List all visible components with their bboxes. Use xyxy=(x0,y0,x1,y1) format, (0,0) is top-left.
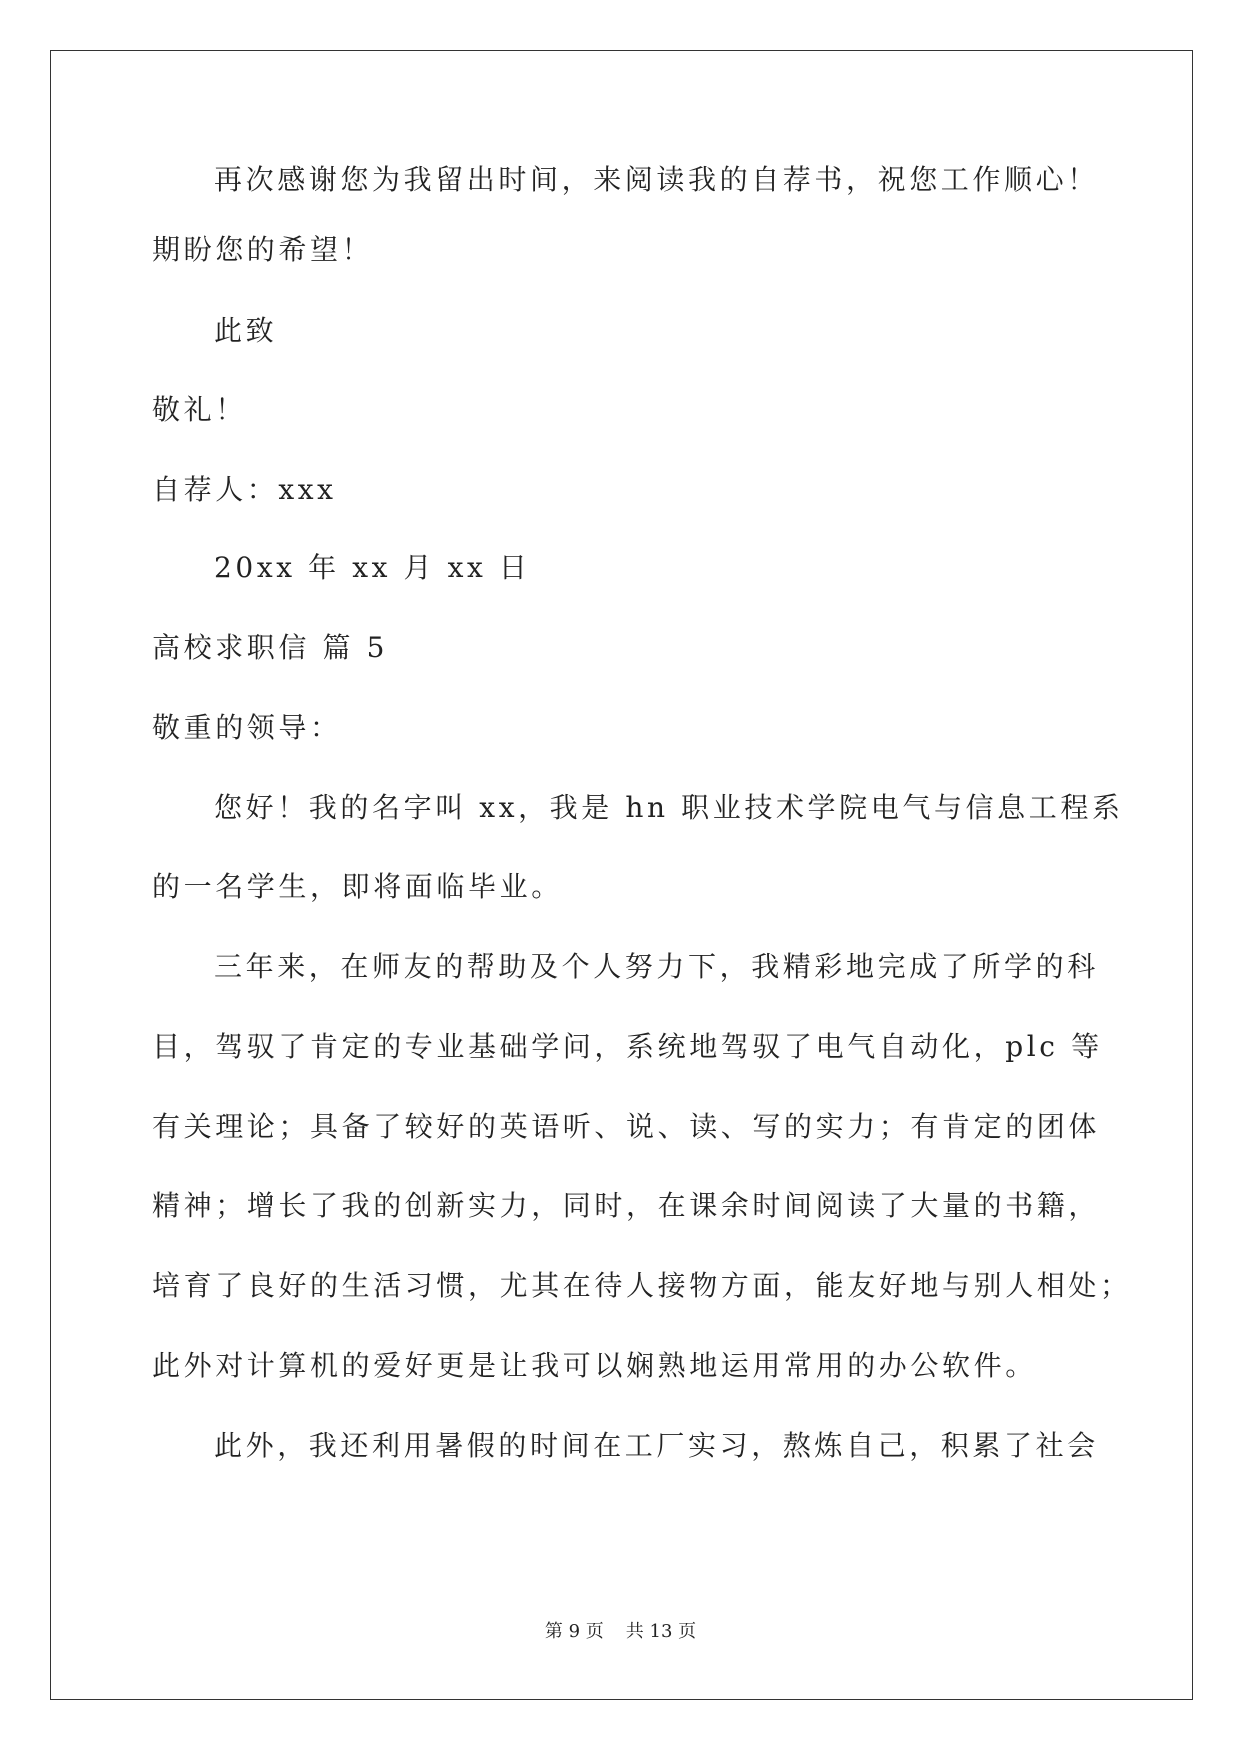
greeting-line: 敬重的领导： xyxy=(152,711,342,744)
paragraph-line: 的一名学生，即将面临毕业。 xyxy=(152,870,563,903)
paragraph-line: 目，驾驭了肯定的专业基础学问，系统地驾驭了电气自动化，plc 等 xyxy=(152,1030,1103,1063)
page-number: 第 9 页 xyxy=(544,1621,604,1642)
paragraph-line: 此外对计算机的爱好更是让我可以娴熟地运用常用的办公软件。 xyxy=(152,1349,1037,1382)
closing-salutation: 此致 xyxy=(214,314,278,347)
section-heading: 高校求职信 篇 5 xyxy=(152,631,389,664)
signature-line: 自荐人：xxx xyxy=(152,473,337,506)
paragraph-line: 培育了良好的生活习惯，尤其在待人接物方面，能友好地与别人相处； xyxy=(152,1269,1132,1302)
page-footer xyxy=(0,1620,1241,1644)
page-total: 共 13 页 xyxy=(625,1621,697,1642)
date-line: 20xx 年 xx 月 xx 日 xyxy=(214,551,531,584)
paragraph-line: 三年来，在师友的帮助及个人努力下，我精彩地完成了所学的科 xyxy=(214,950,1099,983)
paragraph-line: 期盼您的希望！ xyxy=(152,233,374,266)
paragraph-line: 精神；增长了我的创新实力，同时，在课余时间阅读了大量的书籍， xyxy=(152,1189,1101,1222)
paragraph-line: 此外，我还利用暑假的时间在工厂实习，熬炼自己，积累了社会 xyxy=(214,1429,1099,1462)
paragraph-line: 有关理论；具备了较好的英语听、说、读、写的实力；有肯定的团体 xyxy=(152,1110,1101,1143)
paragraph-line: 再次感谢您为我留出时间，来阅读我的自荐书，祝您工作顺心！ xyxy=(214,163,1099,196)
closing-regards: 敬礼！ xyxy=(152,393,247,426)
paragraph-line: 您好！我的名字叫 xx，我是 hn 职业技术学院电气与信息工程系 xyxy=(214,791,1124,824)
